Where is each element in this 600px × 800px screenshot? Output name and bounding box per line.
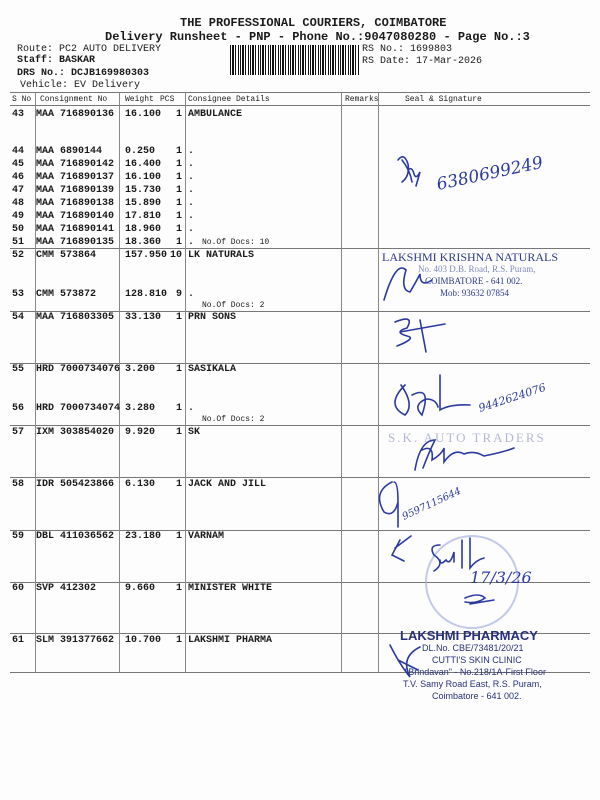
cell-weight: 15.730 bbox=[125, 185, 162, 196]
cell-sno: 50 bbox=[12, 224, 25, 235]
cell-consignment-no: SVP 412302 bbox=[36, 583, 97, 594]
stamp-pharmacy-address: "Brindavan" - No.218/1A-First Floor bbox=[405, 667, 546, 677]
cell-pcs: 1 bbox=[176, 427, 183, 438]
cell-weight: 16.400 bbox=[125, 159, 162, 170]
signature-57 bbox=[415, 440, 514, 470]
cell-pcs: 1 bbox=[176, 479, 183, 490]
col-header-pcs: PCS bbox=[160, 95, 175, 104]
route: Route: PC2 AUTO DELIVERY bbox=[17, 44, 162, 55]
cell-pcs: 9 bbox=[176, 289, 183, 300]
cell-consignment-no: IXM 303854020 bbox=[36, 427, 115, 438]
cell-sno: 43 bbox=[12, 109, 25, 120]
cell-weight: 16.100 bbox=[125, 109, 162, 120]
signature-58 bbox=[380, 482, 399, 527]
cell-weight: 3.200 bbox=[125, 364, 156, 375]
cell-consignee: . bbox=[188, 224, 195, 235]
cell-pcs: 1 bbox=[176, 583, 183, 594]
cell-consignee: . bbox=[188, 172, 195, 183]
cell-sno: 56 bbox=[12, 403, 25, 414]
runsheet-subtitle: Delivery Runsheet - PNP - Phone No.:9047080280 - Page No.:3 bbox=[105, 30, 530, 44]
cell-sno: 47 bbox=[12, 185, 25, 196]
cell-consignee: AMBULANCE bbox=[188, 109, 243, 120]
doc-count-note: No.Of Docs: 10 bbox=[202, 238, 270, 247]
cell-weight: 17.810 bbox=[125, 211, 162, 222]
cell-consignment-no: HRD 7000734074 bbox=[36, 403, 121, 414]
cell-pcs: 1 bbox=[176, 172, 183, 183]
cell-consignment-no: MAA 716803305 bbox=[36, 312, 115, 323]
stamp-sk: S.K. AUTO TRADERS bbox=[388, 430, 546, 445]
col-header-sno: S No bbox=[12, 95, 32, 104]
signature-55 bbox=[395, 375, 470, 415]
cell-pcs: 1 bbox=[176, 211, 183, 222]
date-handwritten: 17/3/26 bbox=[470, 568, 532, 587]
col-header-seal: Seal & Signature bbox=[405, 95, 482, 104]
cell-pcs: 1 bbox=[176, 635, 183, 646]
cell-consignee: VARNAM bbox=[188, 531, 225, 542]
cell-weight: 18.360 bbox=[125, 237, 162, 248]
col-header-consignee: Consignee Details bbox=[188, 95, 270, 104]
rs-date: RS Date: 17-Mar-2026 bbox=[362, 56, 483, 67]
col-header-consignment: Consignment No bbox=[40, 95, 108, 104]
cell-consignment-no: HRD 7000734076 bbox=[36, 364, 121, 375]
cell-consignee: LK NATURALS bbox=[188, 250, 255, 261]
rs-number: RS No.: 1699803 bbox=[362, 44, 453, 55]
cell-consignment-no: MAA 716890140 bbox=[36, 211, 115, 222]
cell-pcs: 10 bbox=[170, 250, 183, 261]
cell-sno: 53 bbox=[12, 289, 25, 300]
company-title: THE PROFESSIONAL COURIERS, COIMBATORE bbox=[180, 16, 447, 30]
stamp-lk-naturals-address: No. 403 D.B. Road, R.S. Puram, bbox=[418, 264, 536, 274]
cell-weight: 6.130 bbox=[125, 479, 156, 490]
col-header-weight: Weight bbox=[125, 95, 154, 104]
cell-consignment-no: MAA 716890142 bbox=[36, 159, 115, 170]
signature-43 bbox=[398, 157, 420, 186]
cell-consignee: PRN SONS bbox=[188, 312, 237, 323]
cell-consignee: . bbox=[188, 237, 195, 248]
cell-pcs: 1 bbox=[176, 198, 183, 209]
cell-pcs: 1 bbox=[176, 224, 183, 235]
cell-consignee: . bbox=[188, 403, 195, 414]
signature-60 bbox=[465, 595, 494, 604]
signature-54 bbox=[395, 319, 445, 352]
cell-pcs: 1 bbox=[176, 531, 183, 542]
phone-handwritten-2: 9442624076 bbox=[476, 380, 548, 415]
cell-consignee: . bbox=[188, 185, 195, 196]
cell-consignment-no: IDR 505423866 bbox=[36, 479, 115, 490]
cell-consignment-no: MAA 716890141 bbox=[36, 224, 115, 235]
cell-sno: 59 bbox=[12, 531, 25, 542]
cell-consignee: JACK AND JILL bbox=[188, 479, 267, 490]
cell-consignment-no: DBL 411036562 bbox=[36, 531, 115, 542]
cell-consignee: . bbox=[188, 159, 195, 170]
cell-weight: 9.920 bbox=[125, 427, 156, 438]
cell-consignment-no: MAA 6890144 bbox=[36, 146, 103, 157]
cell-weight: 10.700 bbox=[125, 635, 162, 646]
staff: Staff: BASKAR bbox=[17, 55, 96, 66]
cell-consignment-no: MAA 716890138 bbox=[36, 198, 115, 209]
cell-consignee: SASIKALA bbox=[188, 364, 237, 375]
stamp-pharmacy-dl: DL.No. CBE/73481/20/21 bbox=[422, 643, 524, 653]
cell-sno: 48 bbox=[12, 198, 25, 209]
cell-weight: 15.890 bbox=[125, 198, 162, 209]
cell-pcs: 1 bbox=[176, 364, 183, 375]
cell-sno: 54 bbox=[12, 312, 25, 323]
cell-consignment-no: SLM 391377662 bbox=[36, 635, 115, 646]
stamp-lk-naturals-mobile: Mob: 93632 07854 bbox=[440, 288, 510, 298]
cell-consignment-no: CMM 573872 bbox=[36, 289, 97, 300]
cell-pcs: 1 bbox=[176, 237, 183, 248]
cell-sno: 44 bbox=[12, 146, 25, 157]
cell-consignee: SK bbox=[188, 427, 201, 438]
cell-consignee: MINISTER WHITE bbox=[188, 583, 273, 594]
cell-pcs: 1 bbox=[176, 146, 183, 157]
cell-consignee: . bbox=[188, 289, 195, 300]
cell-sno: 45 bbox=[12, 159, 25, 170]
cell-weight: 9.660 bbox=[125, 583, 156, 594]
cell-consignment-no: MAA 716890139 bbox=[36, 185, 115, 196]
cell-sno: 58 bbox=[12, 479, 25, 490]
cell-consignee: . bbox=[188, 198, 195, 209]
cell-weight: 33.130 bbox=[125, 312, 162, 323]
stamp-pharmacy-clinic: CUTTI'S SKIN CLINIC bbox=[432, 655, 522, 665]
cell-sno: 57 bbox=[12, 427, 25, 438]
cell-consignee: . bbox=[188, 211, 195, 222]
cell-sno: 61 bbox=[12, 635, 25, 646]
cell-weight: 16.100 bbox=[125, 172, 162, 183]
cell-pcs: 1 bbox=[176, 312, 183, 323]
cell-consignee: LAKSHMI PHARMA bbox=[188, 635, 273, 646]
stamp-lk-naturals-city: COIMBATORE - 641 002. bbox=[425, 276, 523, 286]
cell-weight: 0.250 bbox=[125, 146, 156, 157]
cell-pcs: 1 bbox=[176, 403, 183, 414]
signature-59 bbox=[392, 536, 484, 571]
cell-weight: 18.960 bbox=[125, 224, 162, 235]
stamp-pharmacy-name: LAKSHMI PHARMACY bbox=[400, 628, 538, 643]
cell-weight: 128.810 bbox=[125, 289, 168, 300]
doc-count-note: No.Of Docs: 2 bbox=[202, 415, 265, 424]
signature-52 bbox=[384, 268, 432, 300]
stamp-pharmacy-road: T.V. Samy Road East, R.S. Puram, bbox=[403, 679, 542, 689]
cell-consignee: . bbox=[188, 146, 195, 157]
cell-weight: 23.180 bbox=[125, 531, 162, 542]
phone-handwritten-1: 6380699249 bbox=[434, 152, 545, 195]
cell-pcs: 1 bbox=[176, 109, 183, 120]
cell-consignment-no: MAA 716890135 bbox=[36, 237, 115, 248]
cell-sno: 60 bbox=[12, 583, 25, 594]
cell-sno: 46 bbox=[12, 172, 25, 183]
col-header-remarks: Remarks bbox=[345, 95, 379, 104]
cell-consignment-no: CMM 573864 bbox=[36, 250, 97, 261]
cell-sno: 52 bbox=[12, 250, 25, 261]
cell-weight: 3.280 bbox=[125, 403, 156, 414]
drs-number: DRS No.: DCJB169980303 bbox=[17, 68, 150, 79]
cell-consignment-no: MAA 716890136 bbox=[36, 109, 115, 120]
doc-count-note: No.Of Docs: 2 bbox=[202, 301, 265, 310]
cell-sno: 49 bbox=[12, 211, 25, 222]
signature-61 bbox=[390, 645, 420, 677]
cell-weight: 157.950 bbox=[125, 250, 168, 261]
phone-handwritten-3: 9597115644 bbox=[400, 485, 463, 523]
stamp-pharmacy-city: Coimbatore - 641 002. bbox=[432, 691, 522, 701]
cell-sno: 51 bbox=[12, 237, 25, 248]
stamp-lk-naturals-name: LAKSHMI KRISHNA NATURALS bbox=[382, 250, 559, 264]
cell-sno: 55 bbox=[12, 364, 25, 375]
vehicle: Vehicle: EV Delivery bbox=[20, 80, 141, 91]
cell-pcs: 1 bbox=[176, 185, 183, 196]
cell-pcs: 1 bbox=[176, 159, 183, 170]
cell-consignment-no: MAA 716890137 bbox=[36, 172, 115, 183]
